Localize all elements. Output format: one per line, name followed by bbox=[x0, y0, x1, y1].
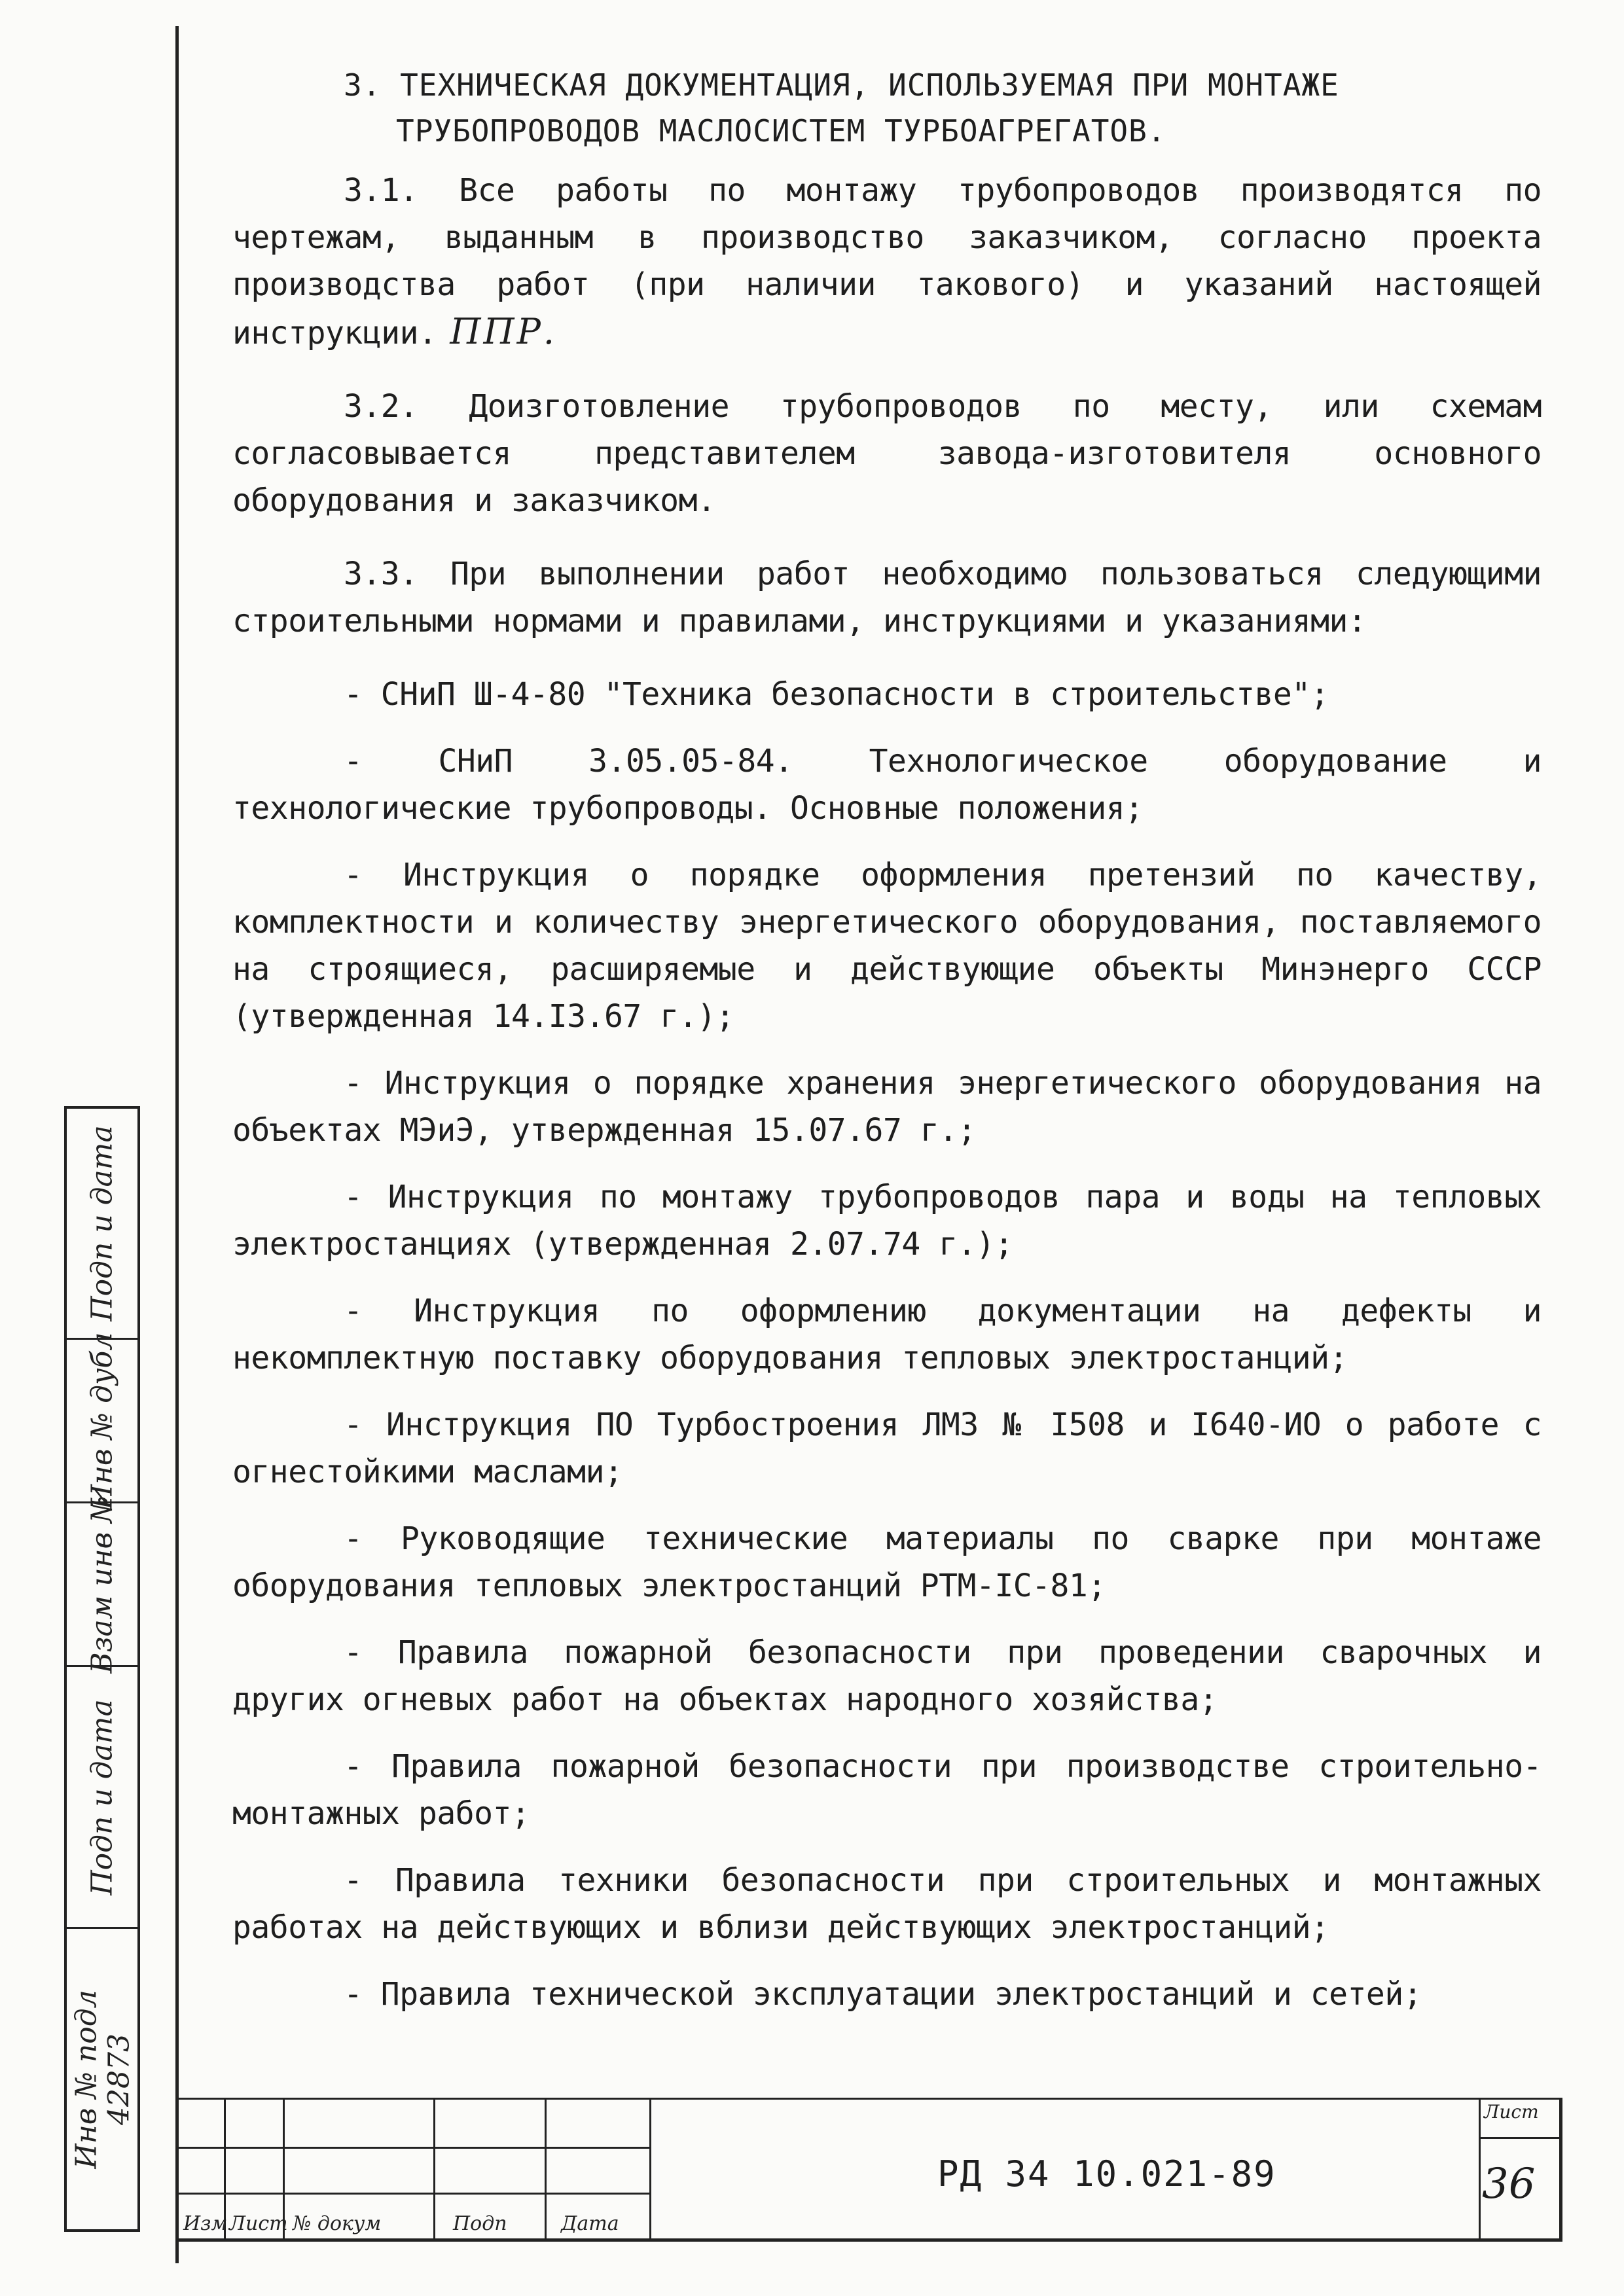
title-block-row-line bbox=[178, 2193, 649, 2195]
title-block-col-line bbox=[649, 2098, 651, 2238]
document-code: РД 34 10.021-89 bbox=[937, 2153, 1276, 2195]
title-block-cap-sign: Подп bbox=[453, 2212, 507, 2235]
title-block-col-line bbox=[545, 2098, 547, 2238]
paragraph-3-1-text: 3.1. Все работы по монтажу трубопроводов производятся по чертежам, выданным в производство заказчиком, согласно проекта производства работ (при наличии такового) и указаний настоящей инструкции. bbox=[232, 172, 1542, 351]
frame-right-border bbox=[1559, 2098, 1562, 2242]
paragraph-3-2: 3.2. Доизготовление трубопроводов по месту, или схемам согласовывается представителем завода-изготовителя основного оборудования и заказчиком. bbox=[232, 388, 1542, 519]
sheet-label: Лист bbox=[1484, 2101, 1539, 2123]
heading-line-2: ТРУБОПРОВОДОВ МАСЛОСИСТЕМ ТУРБОАГРЕГАТОВ. bbox=[396, 113, 1166, 149]
list-item: - Инструкция по монтажу трубопроводов пара и воды на тепловых электростанциях (утвержденная 2.07.74 г.); bbox=[232, 1179, 1542, 1263]
title-block-cap-date: Дата bbox=[561, 2212, 619, 2235]
list-item: - СНиП Ш-4-80 "Техника безопасности в строительстве"; bbox=[344, 676, 1329, 713]
side-label-sign-date-1: Подп и дата bbox=[85, 1125, 119, 1321]
side-cell-inv-original bbox=[67, 1927, 137, 2229]
side-cell-replace-inv bbox=[67, 1495, 137, 1674]
title-block-sheet-line bbox=[1481, 2137, 1559, 2139]
title-block-col-line bbox=[433, 2098, 435, 2238]
list-item: - Инструкция о порядке хранения энергетического оборудования на объектах МЭиЭ, утвержденная 15.07.67 г.; bbox=[232, 1065, 1542, 1149]
title-block-row-line bbox=[178, 2147, 649, 2149]
side-label-sign-date-2: Подп и дата bbox=[85, 1698, 119, 1895]
list-item: - СНиП 3.05.05-84. Технологическое оборудование и технологические трубопроводы. Основные положения; bbox=[232, 743, 1542, 827]
heading-line-1: 3. ТЕХНИЧЕСКАЯ ДОКУМЕНТАЦИЯ, ИСПОЛЬЗУЕМАЯ ПРИ МОНТАЖЕ bbox=[344, 67, 1339, 103]
side-label-replace-inv: Взам инв № bbox=[85, 1495, 119, 1674]
title-block-cap-doc: № докум bbox=[293, 2212, 382, 2235]
list-item: - Правила пожарной безопасности при производстве строительно-монтажных работ; bbox=[232, 1748, 1542, 1832]
side-label-inv-original: Инв № подл bbox=[69, 1989, 103, 2169]
paragraph-3-1 bbox=[232, 167, 1542, 357]
list-item: - Инструкция о порядке оформления претензий по качеству, комплектности и количеству энергетического оборудования, поставляемого на строящиеся, расширяемые и действующие объекты Минэнерго СССР (утвержденная 14.I3.67 г.); bbox=[232, 857, 1542, 1035]
side-label-inv-dup: Инв № дубл bbox=[85, 1332, 119, 1509]
handwritten-note: ППР. bbox=[450, 311, 558, 352]
title-block-cap-izm: Изм bbox=[183, 2212, 228, 2235]
section-heading bbox=[344, 62, 1542, 154]
list-item: - Инструкция по оформлению документации на дефекты и некомплектную поставку оборудования тепловых электростанций; bbox=[232, 1293, 1542, 1376]
list-item: - Руководящие технические материалы по сварке при монтаже оборудования тепловых электростанций РТМ-IС-81; bbox=[232, 1520, 1542, 1604]
list-item: - Правила технической эксплуатации электростанций и сетей; bbox=[344, 1976, 1422, 2013]
list-item: - Правила техники безопасности при строительных и монтажных работах на действующих и вблизи действующих электростанций; bbox=[232, 1862, 1542, 1946]
side-cell-inv-dup bbox=[67, 1332, 137, 1509]
frame-left-border bbox=[175, 26, 179, 2263]
document-body bbox=[232, 62, 1542, 2037]
paragraph-3-3: 3.3. При выполнении работ необходимо пользоваться следующими строительными нормами и правилами, инструкциями и указаниями: bbox=[232, 556, 1542, 639]
title-block-col-line bbox=[1479, 2098, 1481, 2238]
side-cell-sign-date-1 bbox=[67, 1109, 137, 1338]
side-label-inv-number: 42873 bbox=[102, 2033, 136, 2125]
list-item: - Инструкция ПО Турбостроения ЛМЗ № I508 и I640-ИО о работе с огнестойкими маслами; bbox=[232, 1407, 1542, 1490]
side-cell-sign-date-2 bbox=[67, 1665, 137, 1927]
list-item: - Правила пожарной безопасности при проведении сварочных и других огневых работ на объектах народного хозяйства; bbox=[232, 1634, 1542, 1718]
title-block-cap-list: Лист bbox=[229, 2212, 288, 2235]
title-block-top-line bbox=[178, 2098, 1559, 2100]
frame-bottom-border bbox=[175, 2238, 1561, 2242]
side-stamp-strip bbox=[64, 1106, 140, 2232]
sheet-number: 36 bbox=[1482, 2160, 1536, 2208]
title-block bbox=[178, 2098, 1559, 2238]
